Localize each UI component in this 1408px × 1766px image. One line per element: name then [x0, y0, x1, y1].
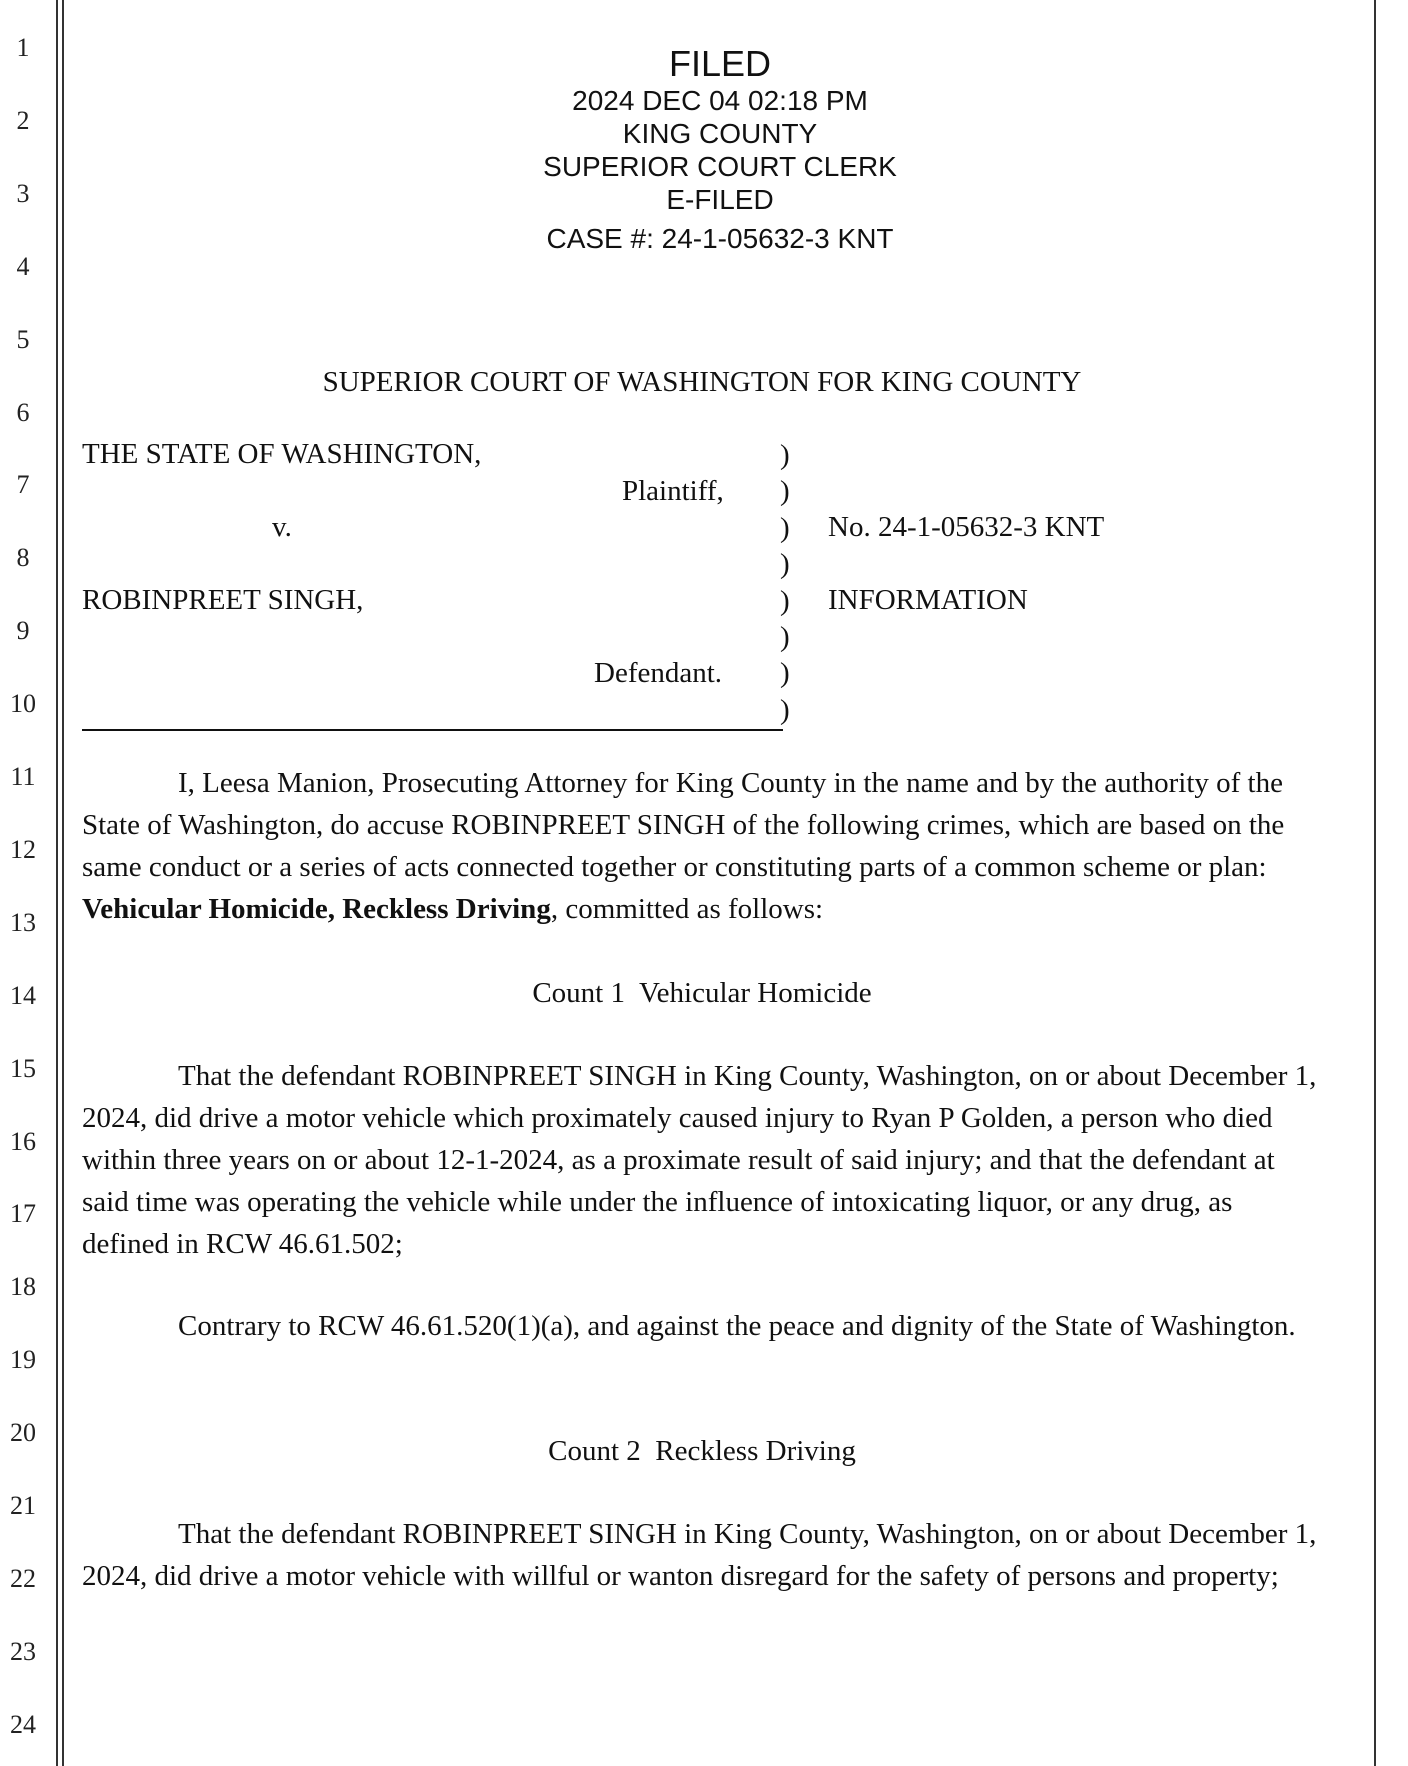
stamp-county: KING COUNTY: [622, 118, 818, 149]
document-type: INFORMATION: [828, 584, 1028, 616]
count2-body-text: That the defendant ROBINPREET SINGH in King County, Washington, on or about December 1, 2024, did drive a motor vehicle with willful or wanton disregard for the safety of persons and property;: [82, 1518, 1317, 1592]
line-number: 9: [16, 616, 30, 646]
versus: v.: [272, 511, 292, 543]
left-margin-rule-inner: [62, 0, 64, 1766]
line-number: 21: [10, 1491, 36, 1520]
caption-paren: ): [780, 475, 790, 508]
line-number: 10: [10, 689, 36, 719]
line-number: 13: [10, 907, 36, 937]
intro-text-end: , committed as follows:: [550, 893, 824, 925]
filing-stamp: [520, 44, 920, 255]
line-number: 12: [10, 834, 36, 864]
intro-text: I, Leesa Manion, Prosecuting Attorney for King County in the name and by the authority of the State of Washington, do accuse ROBINPREET SINGH of the following crimes, which are based on the same conduct or a series of acts connected together or constituting parts of a common scheme or plan:: [82, 767, 1285, 883]
count1-body-text: That the defendant ROBINPREET SINGH in King County, Washington, on or about December 1, 2024, did drive a motor vehicle which proximately caused injury to Ryan P Golden, a person who died within three years on or about 12-1-2024, as a proximate result of said injury; and that the defendant at said time was operating the vehicle while under the influence of intoxicating liquor, or any drug, as defined in RCW 46.61.502;: [82, 1060, 1317, 1260]
court-title: SUPERIOR COURT OF WASHINGTON FOR KING COUNTY: [322, 366, 1082, 398]
right-margin-rule: [1374, 0, 1376, 1766]
caption-paren: ): [780, 693, 790, 726]
stamp-clerk: SUPERIOR COURT CLERK: [543, 151, 897, 182]
count1-body: [82, 1055, 1322, 1265]
caption-paren: ): [780, 511, 790, 544]
caption-paren: ): [780, 584, 790, 617]
line-number: 14: [10, 980, 36, 1010]
left-margin-rule-outer: [56, 0, 58, 1766]
defendant-name: ROBINPREET SINGH,: [82, 584, 364, 616]
line-number: 18: [10, 1272, 36, 1302]
line-number: 22: [10, 1563, 36, 1593]
line-number: 11: [10, 762, 36, 791]
caption-underline: [82, 729, 783, 731]
line-number: 23: [10, 1636, 36, 1666]
intro-paragraph: [82, 762, 1322, 930]
count1-heading: Count 1 Vehicular Homicide: [532, 977, 872, 1009]
count2-heading: Count 2 Reckless Driving: [548, 1435, 856, 1467]
line-number: 3: [16, 178, 30, 208]
line-number: 6: [16, 397, 30, 427]
defendant-label: Defendant.: [594, 657, 723, 689]
line-number: 8: [16, 543, 30, 573]
caption-paren: ): [780, 620, 790, 653]
line-number: 7: [16, 470, 30, 500]
plaintiff-label: Plaintiff,: [622, 475, 724, 507]
count2-body: [82, 1513, 1322, 1597]
line-number: 19: [10, 1345, 36, 1375]
line-number: 4: [16, 251, 30, 281]
line-number: 24: [10, 1709, 36, 1739]
line-number: 16: [10, 1126, 36, 1156]
caption-parentheses: [780, 437, 790, 728]
count1-contrary: [82, 1305, 1322, 1347]
line-number: 5: [16, 324, 30, 354]
line-number: 15: [10, 1053, 36, 1083]
caption-paren: ): [780, 439, 790, 471]
stamp-efiled: E-FILED: [666, 184, 774, 215]
line-number: 1: [16, 33, 30, 62]
line-number: 17: [10, 1199, 36, 1229]
line-number: 20: [10, 1418, 36, 1448]
intro-crimes: Vehicular Homicide, Reckless Driving: [82, 893, 551, 925]
plaintiff-name: THE STATE OF WASHINGTON,: [82, 438, 482, 470]
stamp-case-number: CASE #: 24-1-05632-3 KNT: [546, 223, 894, 254]
stamp-datetime: 2024 DEC 04 02:18 PM: [572, 85, 868, 116]
stamp-filed: FILED: [668, 43, 772, 84]
count1-contrary-text: Contrary to RCW 46.61.520(1)(a), and against the peace and dignity of the State of Washington.: [178, 1310, 1296, 1342]
line-number: 2: [16, 105, 30, 135]
caption-paren: ): [780, 548, 790, 581]
caption-paren: ): [780, 657, 790, 690]
case-number: No. 24-1-05632-3 KNT: [828, 511, 1105, 543]
